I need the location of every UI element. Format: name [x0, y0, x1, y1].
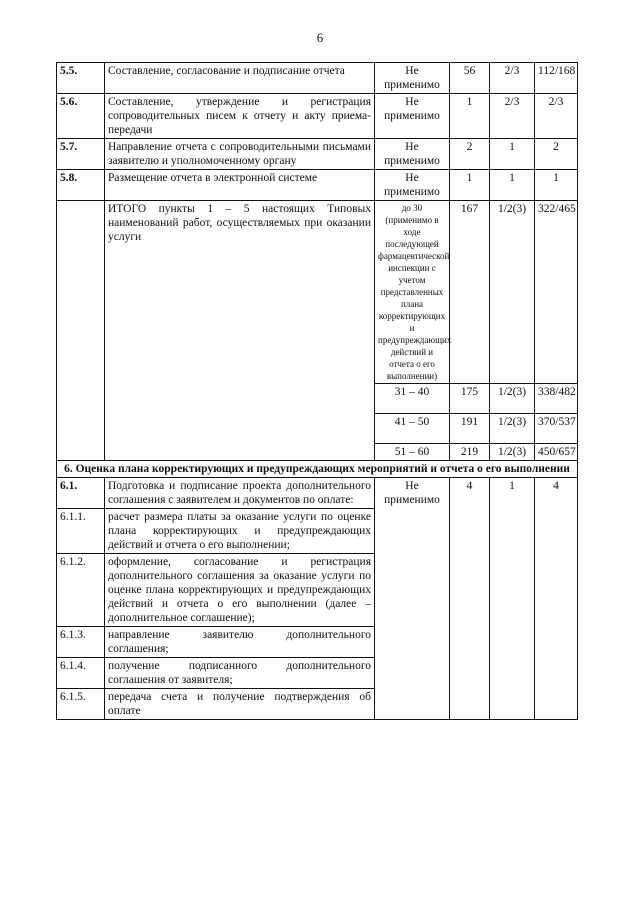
- page-number: 6: [316, 30, 324, 45]
- total-condition: до 30 (применимо в ходе последующей фармацевтической инспекции с учетом представленных плана корректирующих и предупреждающих действий и отчета о его выполнении): [375, 201, 450, 384]
- total-value-3: 450/657: [535, 444, 578, 461]
- row-value-3: 112/168: [535, 63, 578, 94]
- total-condition: 31 – 40: [375, 384, 450, 414]
- row-description: Направление отчета с сопроводительными письмами заявителю и уполномоченному органу: [105, 139, 375, 170]
- sub-row-number: 6.1.3.: [57, 627, 105, 658]
- total-value-1: 191: [450, 414, 490, 444]
- total-condition: 51 – 60: [375, 444, 450, 461]
- sub-row-number: 6.1.2.: [57, 554, 105, 627]
- row-value-1: 1: [450, 170, 490, 201]
- row-number: 5.6.: [57, 94, 105, 139]
- row-value-2: 1: [490, 478, 535, 720]
- works-table: [56, 62, 578, 720]
- sub-row-description: получение подписанного дополнительного соглашения от заявителя;: [105, 658, 375, 689]
- row-value-2: 1: [490, 139, 535, 170]
- row-value-2: 2/3: [490, 63, 535, 94]
- table-row: [57, 139, 578, 170]
- row-description: Размещение отчета в электронной системе: [105, 170, 375, 201]
- row-condition: Не применимо: [375, 94, 450, 139]
- total-value-2: 1/2(3): [490, 201, 535, 384]
- row-value-3: 2/3: [535, 94, 578, 139]
- section-row: [57, 461, 578, 478]
- total-value-1: 175: [450, 384, 490, 414]
- row-value-1: 4: [450, 478, 490, 720]
- sub-row-description: расчет размера платы за оказание услуги по оценке плана корректирующих и предупреждающих действий и отчета о его выполнении;: [105, 509, 375, 554]
- sub-row-number: 6.1.4.: [57, 658, 105, 689]
- total-value-3: 338/482: [535, 384, 578, 414]
- row-value-3: 1: [535, 170, 578, 201]
- row-number: 5.5.: [57, 63, 105, 94]
- row-description: Подготовка и подписание проекта дополнительного соглашения с заявителем и документов по оплате:: [105, 478, 375, 509]
- row-description: Составление, согласование и подписание отчета: [105, 63, 375, 94]
- row-condition: Не применимо: [375, 170, 450, 201]
- total-value-2: 1/2(3): [490, 414, 535, 444]
- row-condition: Не применимо: [375, 63, 450, 94]
- row-value-2: 1: [490, 170, 535, 201]
- row-condition: Не применимо: [375, 139, 450, 170]
- sub-row-number: 6.1.5.: [57, 689, 105, 720]
- section-6-title: 6. Оценка плана корректирующих и предупреждающих мероприятий и отчета о его выполнении: [57, 461, 578, 478]
- total-value-3: 370/537: [535, 414, 578, 444]
- table-row: [57, 94, 578, 139]
- total-value-2: 1/2(3): [490, 444, 535, 461]
- sub-row-number: 6.1.1.: [57, 509, 105, 554]
- row-value-1: 1: [450, 94, 490, 139]
- row-value-3: 2: [535, 139, 578, 170]
- row-condition: Не применимо: [375, 478, 450, 720]
- table-row: [57, 63, 578, 94]
- total-number-cell: [57, 201, 105, 461]
- total-row: [57, 201, 578, 384]
- total-value-2: 1/2(3): [490, 384, 535, 414]
- sub-row-description: направление заявителю дополнительного соглашения;: [105, 627, 375, 658]
- row-value-2: 2/3: [490, 94, 535, 139]
- total-condition: 41 – 50: [375, 414, 450, 444]
- row-number: 5.7.: [57, 139, 105, 170]
- table-row: [57, 478, 578, 509]
- sub-row-description: передача счета и получение подтверждения об оплате: [105, 689, 375, 720]
- table-row: [57, 170, 578, 201]
- row-value-3: 4: [535, 478, 578, 720]
- row-number: 5.8.: [57, 170, 105, 201]
- total-value-1: 167: [450, 201, 490, 384]
- row-value-1: 56: [450, 63, 490, 94]
- total-description: ИТОГО пункты 1 – 5 настоящих Типовых наименований работ, осуществляемых при оказании услуги: [105, 201, 375, 461]
- row-description: Составление, утверждение и регистрация сопроводительных писем к отчету и акту приема-передачи: [105, 94, 375, 139]
- total-value-1: 219: [450, 444, 490, 461]
- sub-row-description: оформление, согласование и регистрация дополнительного соглашения за оказание услуги по оценке плана корректирующих и предупреждающих действий и отчета о его выполнении (далее – дополнительное соглашение);: [105, 554, 375, 627]
- row-value-1: 2: [450, 139, 490, 170]
- row-number: 6.1.: [57, 478, 105, 509]
- total-value-3: 322/465: [535, 201, 578, 384]
